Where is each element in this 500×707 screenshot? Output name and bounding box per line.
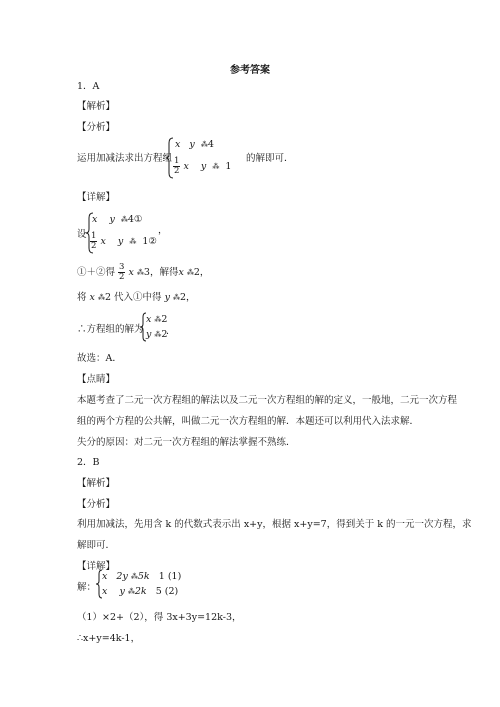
var-x: x [183,161,189,172]
q1-step2-text: 将 [77,292,87,303]
q2-jie: 解： [77,582,97,593]
q1-concl-row1: x ⁂2 [146,314,168,325]
const-4: 4 [207,139,214,150]
q1-xiangjie-heading: 【详解】 [77,192,116,203]
q1-step2: 将 x ⁂2 代入①中得 y ⁂2， [77,292,196,303]
q2-fenxi-heading: 【分析】 [77,499,116,510]
var-y: y [146,329,152,340]
eq-label-1: 1 (1) [158,571,182,582]
fraction-three-halves: $\frac{3}{2}$ [119,262,125,282]
var-x: x [146,314,152,325]
term-5k: 5k [137,571,150,582]
var-y: y [200,161,207,172]
var-x: x [100,236,106,247]
const-2: 2 [104,292,111,303]
const-2: 2 [161,329,168,340]
page-title: 参考答案 [230,65,270,76]
q1-dianjing-heading: 【点睛】 [77,374,116,385]
var-x: x [89,292,95,303]
q1-sys-b-tail: ， [158,225,168,236]
q1-sys-a-row2: $\frac{1}{2}$ x y ⁂ 1 [174,156,232,176]
var-x: x [178,267,184,278]
const-2: 2 [179,292,187,303]
var-y: y [117,236,124,247]
q2-step2: ∴x+y=4k-1， [77,633,141,644]
term-2k: 2k [134,586,147,597]
q1-fenxi-heading: 【分析】 [77,122,116,133]
q1-sys-a-row1: x y ⁂4 [175,139,214,150]
const-4-circled: 4① [127,214,143,225]
q1-sys-b-row1: x y ⁂4① [92,214,143,225]
const-2: 2 [161,314,168,325]
q1-step1-text: ①＋②得 [77,267,116,278]
fraction-half: $\frac{1}{2}$ [91,231,97,251]
term-2y: 2y [116,571,128,582]
q1-step1: ①＋②得 $\frac{3}{2}$ x ⁂3，解得x ⁂2， [77,262,210,282]
q1-fenxi-pre: 运用加减法求出方程组 [77,153,173,164]
var-x: x [175,139,181,150]
q1-note-line2: 组的两个方程的公共解，叫做二元一次方程组的解．本题还可以利用代入法求解． [77,416,420,427]
q2-xiangjie-heading: 【详解】 [77,561,116,572]
q2-sys-row2: x y ⁂2k 5 (2) [102,586,179,597]
q1-fenxi-post: 的解即可． [246,153,294,164]
const-1: 1 [225,161,232,172]
const-1-circled: 1② [142,236,157,247]
var-y: y [189,139,195,150]
punct: ， [186,292,196,303]
var-x: x [128,267,134,278]
q1-jiexi-heading: 【解析】 [77,101,116,112]
q2-jiexi-heading: 【解析】 [77,478,116,489]
q2-sys-row1: x 2y ⁂5k 1 (1) [102,571,182,582]
eq-label-2: 5 (2) [155,586,179,597]
var-x: x [102,571,108,582]
q2-fenxi-line2: 解即可． [77,540,116,551]
q1-step2-mid-text: 代入①中得 [114,292,162,303]
q1-conclusion-pre: ∴方程组的解为 [77,324,144,335]
q1-step1-solve-text: ，解得 [149,267,179,278]
var-x: x [102,586,108,597]
q1-concl-end: ． [166,326,176,337]
q2-fenxi-line1: 利用加减法，先用含 k 的代数式表示出 x+y，根据 x+y=7，得到关于 k 的一元一次方程，求 [77,519,472,530]
var-y: y [119,586,125,597]
var-y: y [109,214,115,225]
var-y: y [164,292,170,303]
const-3: 3 [143,267,150,278]
q1-note-line1: 本题考查了二元一次方程组的解法以及二元一次方程组的解的定义，一般地，二元一次方程 [77,395,458,406]
punct: ， [199,267,210,278]
q1-sys-b-row2: $\frac{1}{2}$ x y ⁂ 1② [91,231,157,251]
fraction-half: $\frac{1}{2}$ [174,156,180,176]
q1-label: 1．A [77,81,100,92]
q1-answer: 故选：A． [77,353,122,364]
var-x: x [92,214,98,225]
q2-step1: （1）×2+（2），得 3x+3y=12k-3， [77,612,242,623]
q1-loss-reason: 失分的原因：对二元一次方程组的解法掌握不熟练． [77,437,296,448]
q1-she: 设 [77,229,87,240]
const-2: 2 [193,267,200,278]
q2-label: 2．B [77,457,100,468]
q1-concl-row2: y ⁂2 [146,329,168,340]
